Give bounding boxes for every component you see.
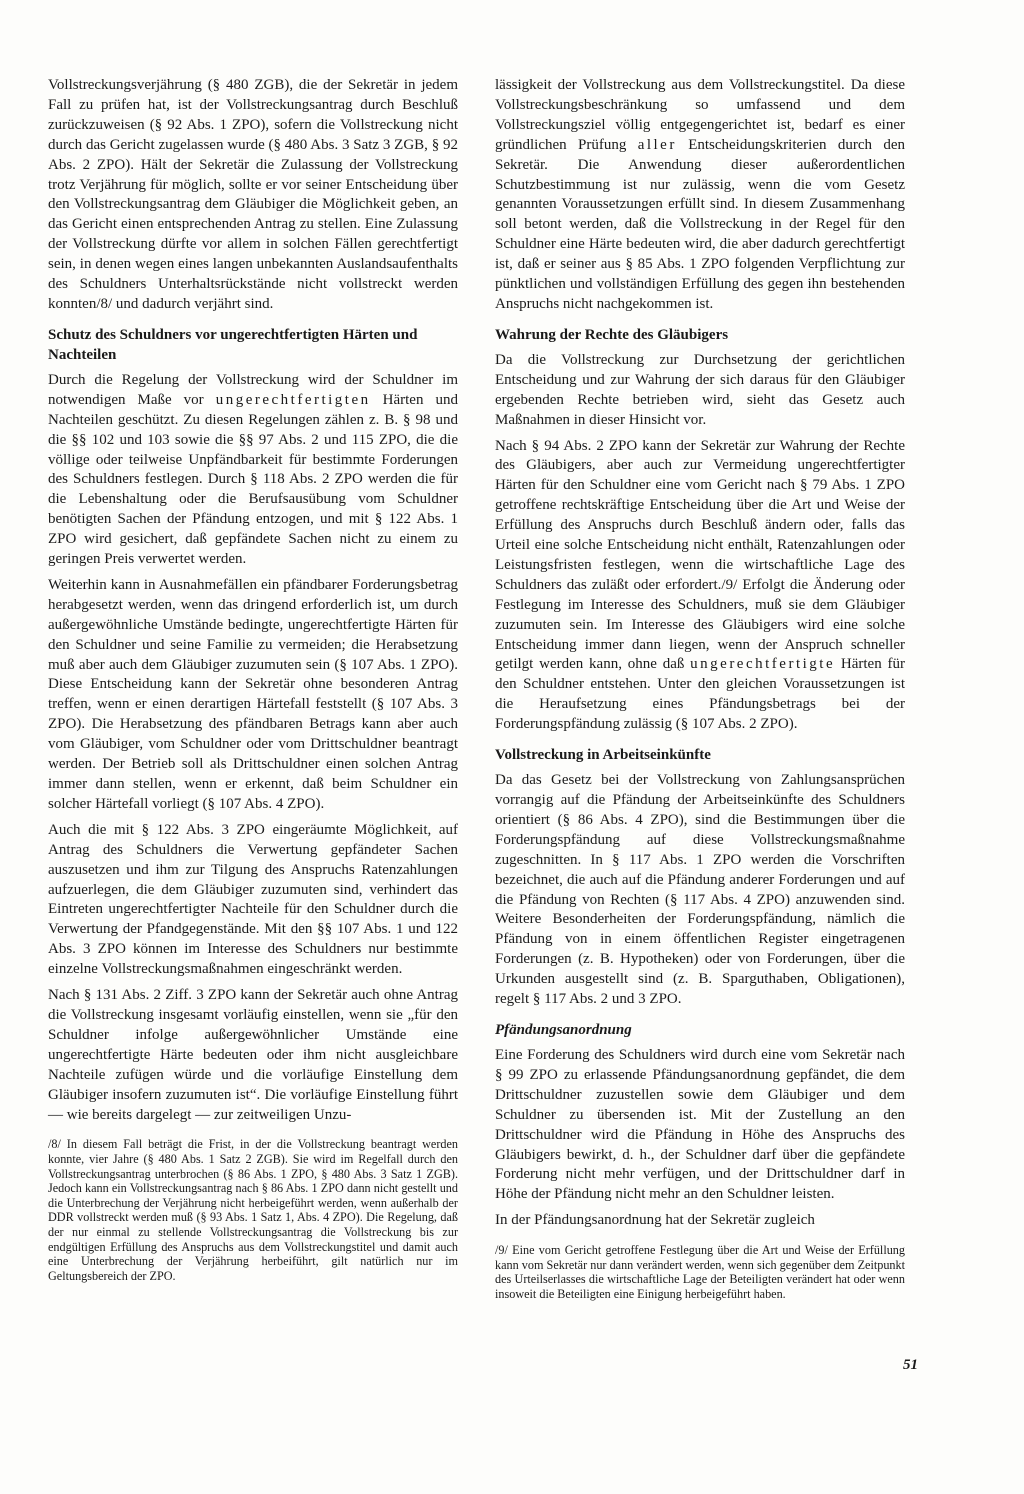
paragraph-durchsetzung: Da die Vollstreckung zur Durchsetzung der gerichtlichen Entscheidung und zur Wahrung der sich daraus für den Gläubiger ergebenden Rechte betrieben wird, sieht das Gesetz auch Maßnahmen in dieser Hinsicht vor. [495,351,905,428]
spaced-emphasis: aller [637,136,677,153]
subheading-pfaendungsanordnung: Pfändungsanordnung [495,1021,632,1038]
right-column [495,76,905,1302]
paragraph-verwertung-aussetzen: Auch die mit § 122 Abs. 3 ZPO eingeräumte Möglichkeit, auf Antrag des Schuldners die Verwertung gepfändeter Sachen auszusetzen und ihm zur Tilgung des Anspruchs Ratenzahlungen aufzuerlegen, die dem Gläubiger zuzumuten sind, verhindert das Eintreten ungerechtfertigter Nachteile für den Schuldner durch die Verwertung der Pfandgegenstände. Mit den §§ 107 Abs. 1 und 122 Abs. 3 ZPO können im Interesse des Schuldners nur bestimmte einzelne Vollstreckungsmaßnahmen eingeschränkt werden. [48,821,458,978]
text-run: lässigkeit der Vollstreckung aus dem Vollstreckungstitel. Da diese Vollstreckungsbeschränkung so umfassend und dem Vollstreckungsziel völlig entgegengerichtet ist, bedarf es einer gründlichen Prüfung [495,77,905,153]
section-heading-arbeitseinkuenfte: Vollstreckung in Arbeitseinkünfte [495,747,711,764]
paragraph-verjaehrung: Vollstreckungsverjährung (§ 480 ZGB), die der Sekretär in jedem Fall zu prüfen hat, ist der Vollstreckungsantrag durch Beschluß zurückzuweisen (§ 92 Abs. 1 ZPO), sofern die Vollstreckung nicht durch das Gericht zugelassen wurde (§ 480 Abs. 3 Satz 3 ZGB, § 92 Abs. 2 ZPO). Hält der Sekretär die Zulassung der Vollstreckung trotz Verjährung für möglich, sollte er vor seiner Entscheidung über den Vollstreckungsantrag dem Gläubiger die Möglichkeit geben, an das Gericht einen entsprechenden Antrag zu stellen. Eine Zulassung der Vollstreckung dürfte vor allem in solchen Fällen gerechtfertigt sein, in denen wegen eines langen unbekannten Auslandsaufenthalts des Schuldners Unterhaltsrückstände nicht vollstreckt werden konnten/8/ und dadurch verjährt sind. [48,77,458,312]
paragraph-forderung-des-schuldners: Eine Forderung des Schuldners wird durch eine vom Sekretär nach § 99 ZPO zu erlassende Pfändungsanordnung gepfändet, die dem Drittschuldner zuzustellen sowie dem Gläubiger und dem Schuldner zu übersenden ist. Mit der Zustellung an den Drittschuldner wird die Pfändung in Höhe des Anspruchs des Gläubigers bewirkt, d. h., der Schuldner darf über die gepfändete Forderung nicht mehr verfügen, und der Drittschuldner darf in Höhe der Pfändung nicht mehr an den Schuldner leisten. [495,1046,905,1203]
text-run: Härten für den Schuldner entstehen. Unter den gleichen Voraussetzungen ist die Heraufsetzung eines Pfändungsbetrags bei der Forderungspfändung zulässig (§ 107 Abs. 2 ZPO). [495,656,905,733]
page-number: 51 [903,1357,918,1373]
spaced-emphasis: ungerechtfertigten [215,391,371,408]
paragraph-zugleich: In der Pfändungsanordnung hat der Sekretär zugleich [495,1212,815,1229]
paragraph-vorlaeufige-einstellung: Nach § 131 Abs. 2 Ziff. 3 ZPO kann der Sekretär auch ohne Antrag die Vollstreckung insgesamt vorläufig einstellen, wenn sie „für den Schuldner infolge außergewöhnlicher Umstände eine ungerechtfertigte Härte bedeuten oder ihm nicht ausgleichbare Nachteile zufügen würde und die vorläufige Einstellung dem Gläubiger insofern zuzumuten ist“. Die vorläufige Einstellung führt — wie bereits dargelegt — zur zeitweiligen Unzu- [48,987,458,1123]
paragraph-herabsetzung: Weiterhin kann in Ausnahmefällen ein pfändbarer Forderungsbetrag herabgesetzt werden, wenn das dringend erforderlich ist, um durch außergewöhnliche Umstände bedingte, ungerechtfertigte Härten für den Schuldner und seine Familie zu vermeiden; die Herabsetzung muß aber auch dem Gläubiger zuzumuten sein (§ 107 Abs. 1 ZPO). Diese Entscheidung kann der Sekretär ohne besonderen Antrag treffen, wenn er einen derartigen Härtefall feststellt (§ 107 Abs. 3 ZPO). Die Herabsetzung des pfändbaren Betrags kann aber auch vom Gläubiger, vom Schuldner oder vom Drittschuldner beantragt werden. Der Betrieb soll als Drittschuldner einen solchen Antrag immer dann stellen, wenn er erkennt, daß beim Schuldner ein solcher Härtefall vorliegt (§ 107 Abs. 4 ZPO). [48,576,458,812]
spaced-emphasis: ungerechtfertigte [690,656,836,673]
text-run: Durch die Regelung der Vollstreckung wird der Schuldner im notwendigen Maße vor [48,371,458,408]
paragraph-paragraph-94 [495,437,905,736]
section-heading-schutz-des-schuldners: Schutz des Schuldners vor ungerechtfertigten Härten und Nachteilen [48,326,418,363]
paragraph-zahlungsansprueche: Da das Gesetz bei der Vollstreckung von Zahlungsansprüchen vorrangig auf die Pfändung der Arbeitseinkünfte des Schuldners orientiert (§ 86 Abs. 4 ZPO), sind die Bestimmungen über die Forderungspfändung auf diese Vollstreckungsmaßnahme zugeschnitten. In § 117 Abs. 1 ZPO werden die Vorschriften bezeichnet, die auch auf die Pfändung anderer Forderungen und auf die Pfändung von Rechten (§ 117 Abs. 4 ZPO) anzuwenden sind. Weitere Besonderheiten der Forderungspfändung, nämlich die Pfändung von in einem öffentlichen Register eingetragenen Forderungen (z. B. Hypotheken) oder von Forderungen, über die Urkunden ausgestellt sind (z. B. Sparguthaben, Obligationen), regelt § 117 Abs. 2 und 3 ZPO. [495,772,905,1008]
text-run: Härten und Nachteilen geschützt. Zu diesen Regelungen zählen z. B. § 98 und die §§ 102 und 103 sowie die §§ 97 Abs. 2 und 115 ZPO, die die völlige oder teilweise Unpfändbarkeit für bestimmte Forderungen des Schuldners festlegen. Durch § 118 Abs. 2 ZPO werden die für die Lebenshaltung oder die Berufsausübung vom Schuldner benötigten Sachen der Pfändung entzogen, und mit § 122 Abs. 1 ZPO wird gesichert, daß gepfändete Sachen nicht zu einem zu geringen Preis verwertet werden. [48,391,458,568]
paragraph-regelung-der-vollstreckung [48,371,458,570]
text-run: Nach § 94 Abs. 2 ZPO kann der Sekretär zur Wahrung der Rechte des Gläubigers, aber auch zur Vermeidung ungerechtfertigter Härten für den Schuldner eine vom Gericht nach § 79 Abs. 1 ZPO getroffene rechtskräftige Entscheidung über die Art und Weise der Erfüllung des Anspruchs durch Beschluß ändern oder, falls das Urteil eine solche Entscheidung nicht enthält, Ratenzahlungen oder Leistungsfristen festlegen, wenn die wirtschaftliche Lage des Schuldners das zuläßt oder erfordert./9/ Erfolgt die Änderung oder Festlegung im Interesse des Schuldners, muß sie dem Gläubiger zuzumuten sein. Im Interesse des Gläubigers wird eine solche Entscheidung immer dann liegen, wenn der Anspruch schneller getilgt werden kann, ohne daß [495,437,905,673]
paragraph-unzulaessigkeit [495,76,905,315]
footnote-9: /9/ Eine vom Gericht getroffene Festlegung über die Art und Weise der Erfüllung kann vom Sekretär nur dann verändert werden, wenn sich gegenüber dem Zeitpunkt des Urteilserlasses die wirtschaftliche Lage der Beteiligten verändert hat oder wenn insoweit die Beteiligten eine Einigung herbeigeführt haben. [495,1243,905,1301]
footnote-8: /8/ In diesem Fall beträgt die Frist, in der die Vollstreckung beantragt werden konnte, vier Jahre (§ 480 Abs. 1 Satz 2 ZGB). Sie wird im Regelfall durch den Vollstreckungsantrag unterbrochen (§ 86 Abs. 1 ZPO, § 480 Abs. 3 Satz 1 ZGB). Jedoch kann ein Vollstreckungsantrag nach § 86 Abs. 1 ZPO dann nicht gestellt und die Unterbrechung der Verjährung nicht herbeigeführt werden, wenn außerhalb der DDR vollstreckt werden muß (§ 93 Abs. 1 Satz 1, Abs. 4 ZPO). Die Regelung, daß der nur einmal zu stellende Vollstreckungsantrag die Vollstreckung bis zur endgültigen Erfüllung des Anspruchs aus dem Vollstreckungstitel und damit auch eine Unterbrechung der Verjährung herbeiführt, gilt natürlich nur im Geltungsbereich der ZPO. [48,1137,458,1283]
text-run: Entscheidungskriterien durch den Sekretär. Die Anwendung dieser außerordentlichen Schutzbestimmung ist nur zulässig, wenn die vom Gesetz genannten Voraussetzungen erfüllt sind. In diesem Zusammenhang soll betont werden, daß die Vollstreckung in der Regel für den Schuldner eine Härte bedeuten wird, die aber dadurch gerechtfertigt ist, daß er seiner aus § 85 Abs. 1 ZPO folgenden Verpflichtung zur pünktlichen und vollständigen Erfüllung des gegen ihn bestehenden Anspruchs nicht nachgekommen ist. [495,136,906,312]
left-column [48,76,458,1283]
section-heading-wahrung-der-rechte: Wahrung der Rechte des Gläubigers [495,326,729,343]
